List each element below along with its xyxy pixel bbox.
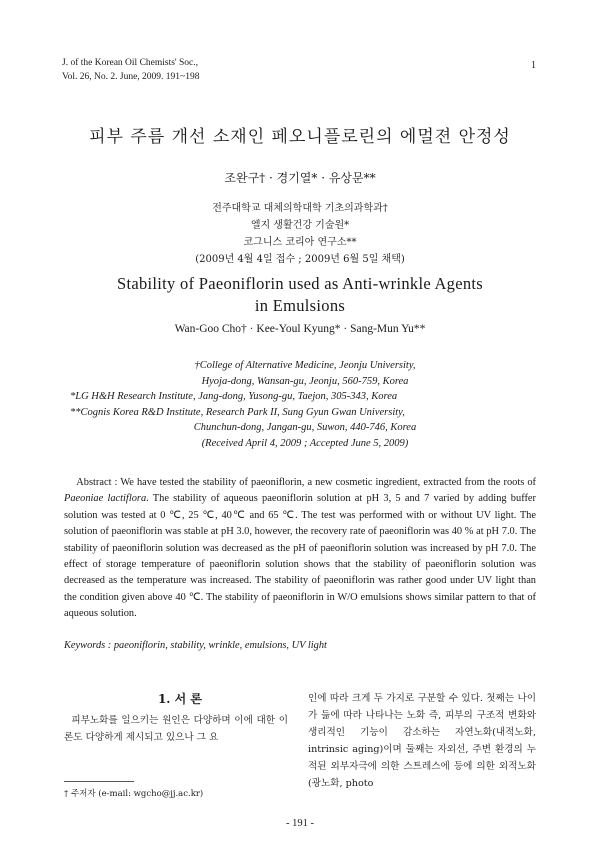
journal-volume: Vol. 26, No. 2. June, 2009. 191~198 [62, 72, 200, 82]
intro-right-column: 인에 따라 크게 두 가지로 구분할 수 있다. 첫째는 나이가 듦에 따라 나타나는 노화 즉, 피부의 구조적 변화와 생리적인 기능이 감소하는 자연노화(내적노화, intrinsic aging)이며 둘째는 자외선, 주변 환경의 누적된 외부자극에 의한 스트레스에 등에 의한 외적노화(광노화, photo [308, 693, 536, 789]
affiliations-korean [0, 200, 600, 268]
received-date-ko: (2009년 4월 4일 접수 ; 2009년 6월 5일 채택) [195, 254, 405, 265]
title-english-line1: Stability of Paeoniflorin used as Anti-wrinkle Agents [116, 274, 484, 293]
footnote-divider [64, 781, 134, 782]
affiliation-en-1-address: Hyoja-dong, Wansan-gu, Jeonju, 560-759, Korea [201, 375, 409, 387]
footnote: † 주저자 (e-mail: wgcho@jj.ac.kr) [64, 789, 204, 799]
authors-english: Wan-Goo Cho† · Kee-Youl Kyung* · Sang-Mun Yu** [174, 323, 426, 335]
abstract-text-part1: We have tested the stability of paeoniflorin, a new cosmetic ingredient, extracted from the roots of [120, 477, 536, 488]
affiliations-english [70, 358, 540, 451]
abstract-text-part2: . The stability of aqueous paeoniflorin solution at pH 3, 5 and 7 varied by adding buffer solution was tested at 0 ℃, 25 ℃, 40℃ and 65 ℃. The test was performed with or without UV light. The solution of paeoniflorin was stable at pH 3.0, however, the recovery rate of paeoniflorin was 40 % at pH 7.0. The stability of paeoniflorin solution was decreased as the pH of paeoniflorin solution was increased by pH 7.0. The effect of storage temperature of paeoniflorin solution shows that the stability of paeoniflorin solution was decreased as the temperature was increased. The stability of paeoniflorin was rather good under UV light than the condition given above 40 ℃. The stability of paeoniflorin in W/O emulsions shows similar pattern to that of aqueous solution. [64, 493, 537, 620]
abstract [64, 475, 536, 623]
affiliation-en-1: †College of Alternative Medicine, Jeonju University, [194, 360, 416, 371]
title-english [0, 273, 600, 317]
received-date-en: (Received April 4, 2009 ; Accepted June 5, 2009) [201, 437, 409, 449]
abstract-label: Abstract [76, 477, 112, 488]
section-heading-introduction: 1. 서 론 [157, 692, 203, 706]
page-footer-number: - 191 - [286, 818, 314, 829]
affiliation-ko-2: 엘지 생활건강 기술원* [250, 220, 350, 231]
affiliation-ko-3: 코그니스 코리아 연구소** [243, 237, 357, 248]
affiliation-en-2: *LG H&H Research Institute, Jang-dong, Yusong-gu, Taejon, 305-343, Korea [70, 391, 398, 402]
journal-name: J. of the Korean Oil Chemists' Soc., [62, 58, 199, 68]
title-english-line2: in Emulsions [254, 296, 346, 315]
header-page-number: 1 [531, 60, 536, 71]
affiliation-ko-1: 전주대학교 대체의학대학 기초의과학과† [212, 203, 388, 214]
intro-left-column [64, 712, 288, 746]
abstract-separator: : [111, 477, 121, 488]
title-korean: 피부 주름 개선 소재인 페오니플로린의 에멀젼 안정성 [89, 127, 511, 147]
authors-korean: 조완구† · 경기열* · 유상문** [224, 171, 376, 185]
keywords: Keywords : paeoniflorin, stability, wrinkle, emulsions, UV light [64, 640, 327, 651]
intro-left-text: 피부노화를 일으키는 원인은 다양하며 이에 대한 이론도 다양하게 제시되고 있으나 그 요 [64, 715, 288, 743]
affiliation-en-3: **Cognis Korea R&D Institute, Research Park II, Sung Gyun Gwan University, [70, 406, 405, 418]
abstract-species-name: Paeoniae lactiflora [64, 493, 147, 505]
journal-citation [62, 56, 199, 84]
affiliation-en-3-address: Chunchun-dong, Jangan-gu, Suwon, 440-746, Korea [193, 422, 417, 433]
